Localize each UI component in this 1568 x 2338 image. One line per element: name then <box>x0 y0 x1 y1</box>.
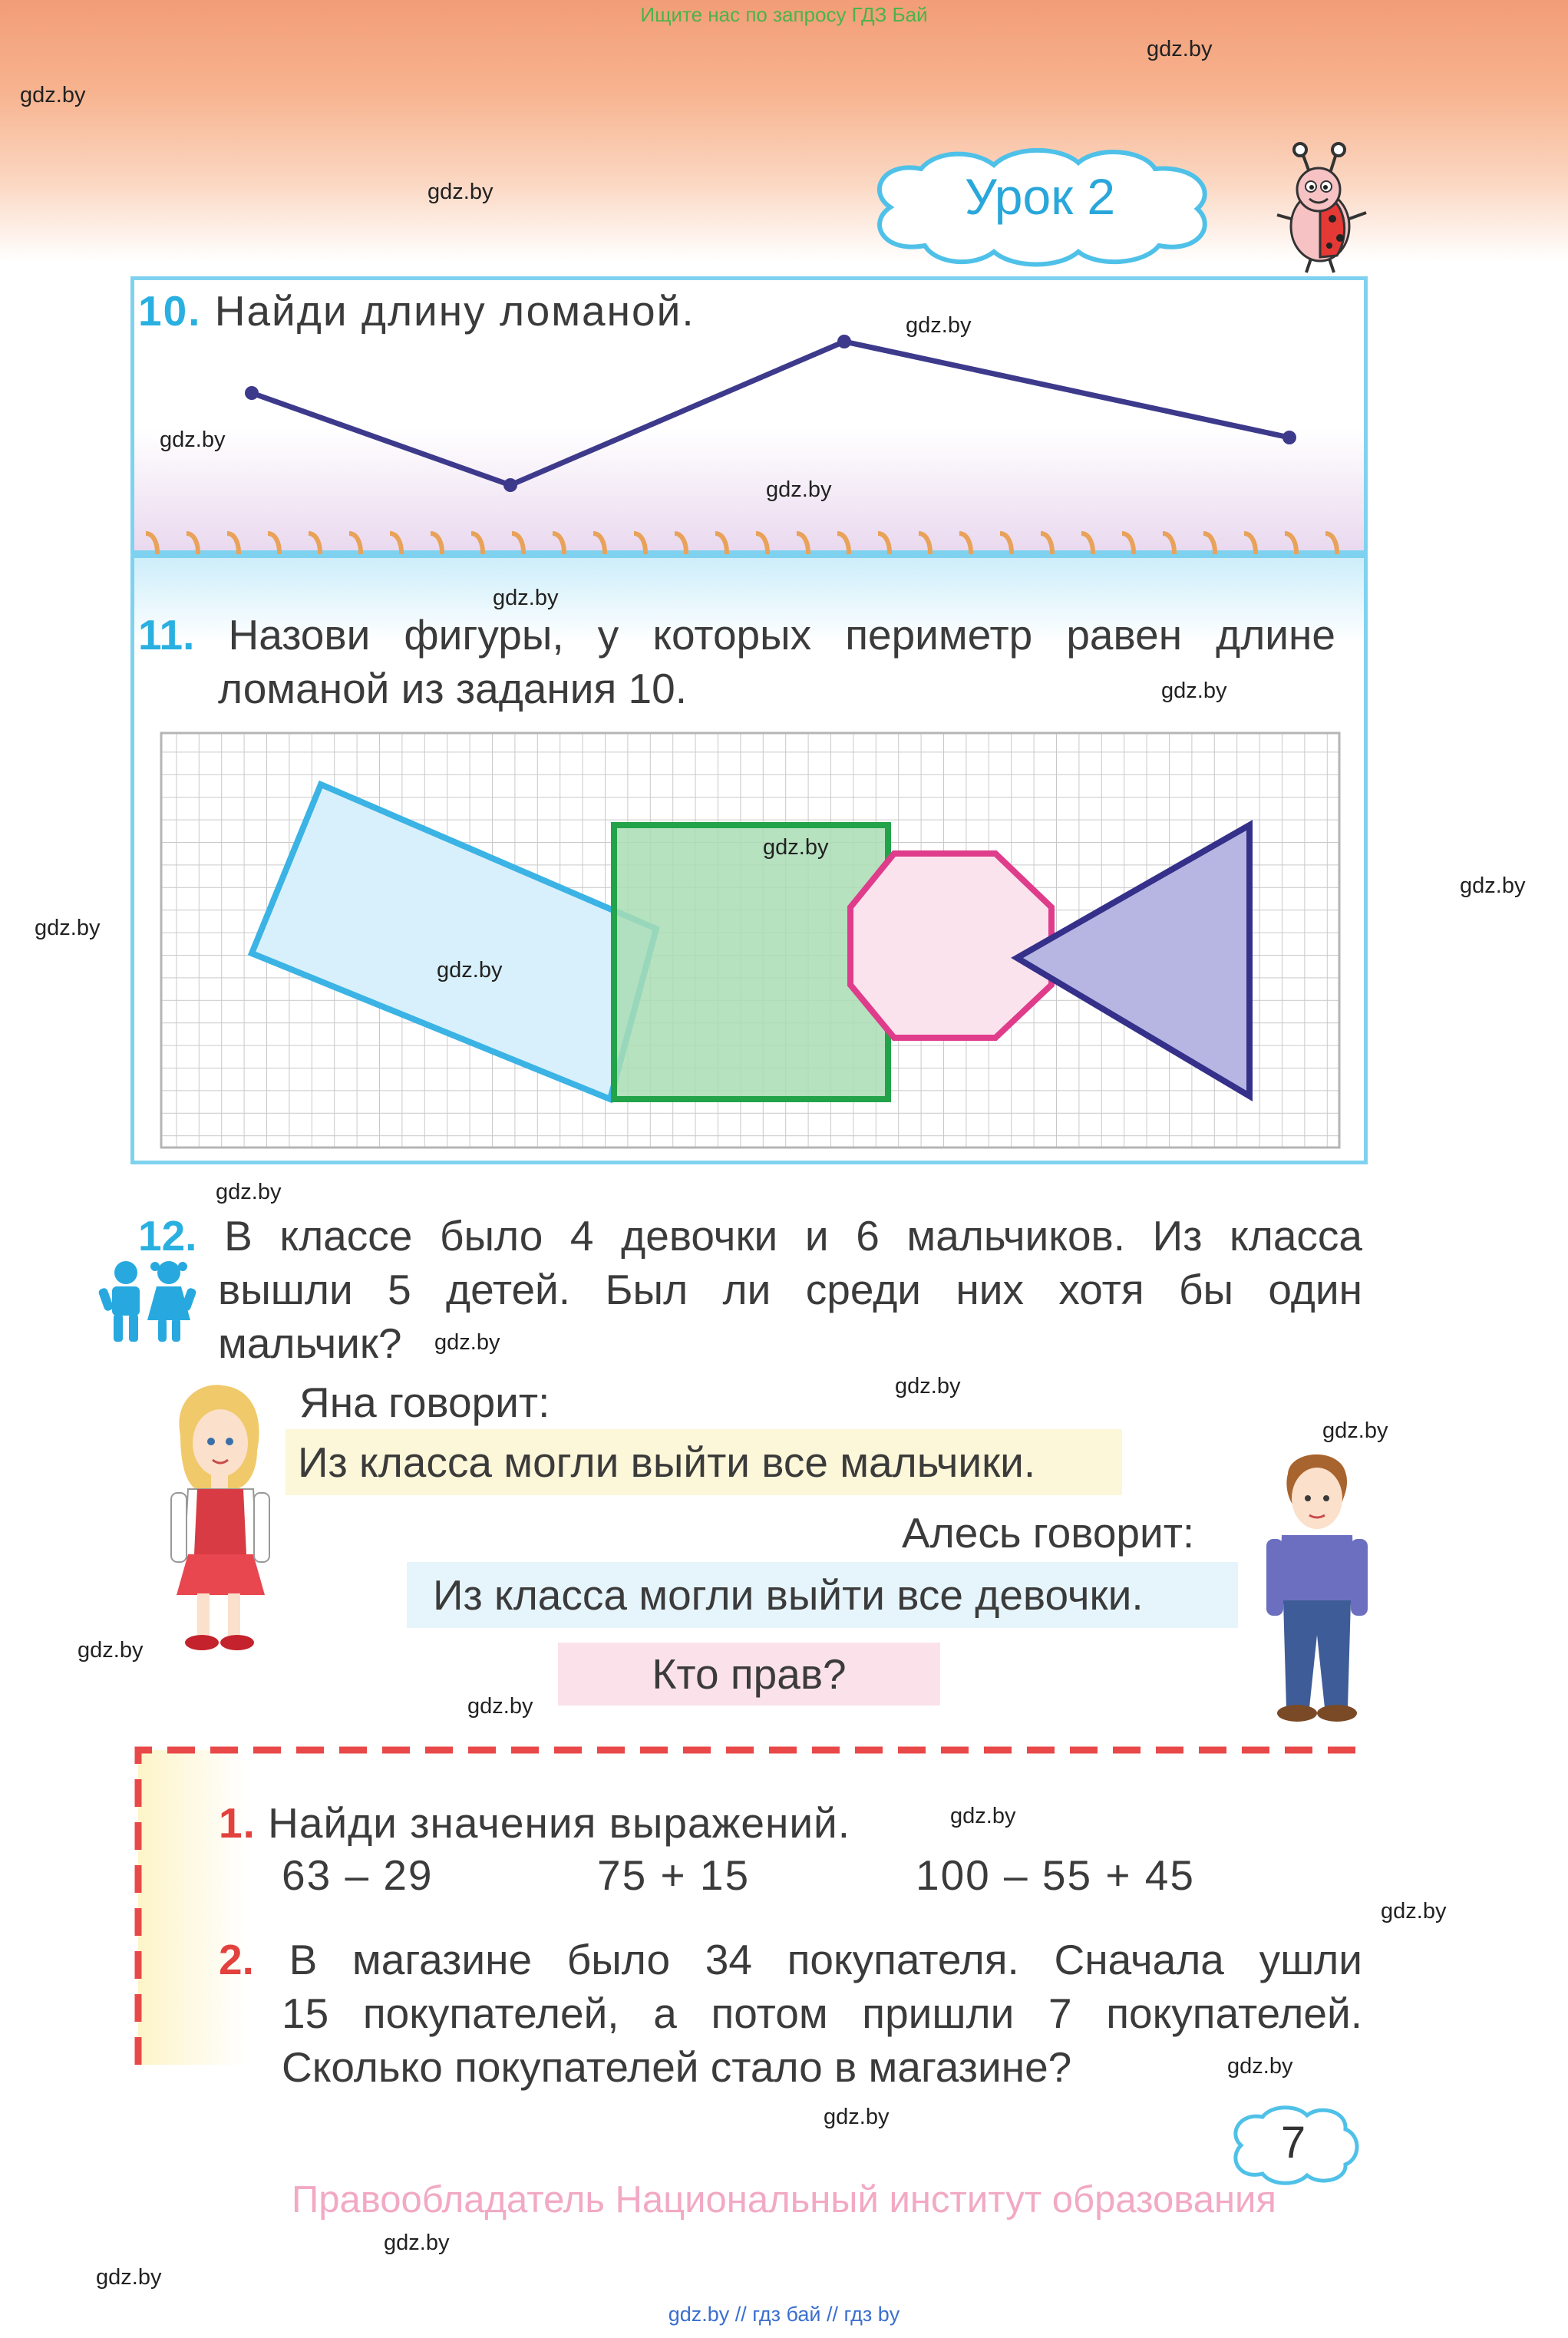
homework-item1-text: Найди значения выражений. <box>268 1799 851 1847</box>
watermark: gdz.by <box>427 180 494 204</box>
homework-item1 <box>219 1796 1370 1850</box>
lesson-title: Урок 2 <box>964 168 1116 225</box>
shapes-grid <box>153 729 1343 1151</box>
homework-item2 <box>219 1933 1362 2094</box>
task11-line2: ломаной из задания 10. <box>218 665 687 712</box>
search-hint: Ищите нас по запросу ГДЗ Бай <box>640 3 928 26</box>
task12-line3: мальчик? <box>218 1319 402 1367</box>
page-number: 7 <box>1280 2118 1306 2168</box>
task12-heading <box>138 1209 1362 1370</box>
watermark: gdz.by <box>1161 679 1227 703</box>
watermark: gdz.by <box>1381 1899 1447 1924</box>
homework-item2-line3: Сколько покупателей стало в магазине? <box>282 2043 1072 2091</box>
bottom-site-links[interactable]: gdz.by // гдз бай // гдз by <box>668 2303 900 2326</box>
ales-quote: Из класса могли выйти все девочки. <box>407 1562 1238 1628</box>
yana-quote: Из класса могли выйти все мальчики. <box>286 1429 1122 1495</box>
homework-item2-line2: 15 покупателей, а потом пришли 7 покупателей. <box>282 1990 1362 2037</box>
homework-item2-number: 2. <box>219 1936 254 1983</box>
watermark: gdz.by <box>1322 1418 1388 1443</box>
homework-item1-number: 1. <box>219 1799 256 1847</box>
watermark: gdz.by <box>895 1374 961 1399</box>
watermark: gdz.by <box>467 1694 533 1719</box>
watermark: gdz.by <box>437 958 503 982</box>
watermark: gdz.by <box>434 1330 500 1355</box>
expression-2: 75 + 15 <box>597 1851 751 1899</box>
task10-number: 10. <box>138 287 202 335</box>
boy-illustration <box>1259 1443 1374 1735</box>
task12-line1: В классе было 4 девочки и 6 мальчиков. Из класса <box>224 1212 1362 1260</box>
task12-number: 12. <box>138 1212 197 1260</box>
task12-line2: вышли 5 детей. Был ли среди них хотя бы один <box>218 1266 1362 1313</box>
watermark: gdz.by <box>824 2105 890 2129</box>
watermark: gdz.by <box>20 83 86 107</box>
watermark: gdz.by <box>216 1180 282 1204</box>
yana-says-label: Яна говорит: <box>299 1379 550 1426</box>
watermark: gdz.by <box>96 2265 162 2290</box>
watermark: gdz.by <box>1227 2054 1293 2079</box>
task10-text: Найди длину ломаной. <box>214 287 695 335</box>
ales-says-label: Алесь говорит: <box>902 1509 1195 1557</box>
watermark: gdz.by <box>906 313 972 338</box>
task11-heading <box>138 608 1335 715</box>
watermark: gdz.by <box>78 1638 144 1663</box>
watermark: gdz.by <box>766 477 832 502</box>
girl-illustration <box>157 1382 280 1658</box>
watermark: gdz.by <box>35 916 101 940</box>
expression-1: 63 – 29 <box>282 1851 434 1899</box>
copyright-notice: Правообладатель Национальный институт образования <box>292 2179 1276 2221</box>
watermark: gdz.by <box>493 586 559 610</box>
watermark: gdz.by <box>1147 37 1213 61</box>
watermark: gdz.by <box>160 428 226 452</box>
octagon-shape <box>850 854 1051 1038</box>
watermark: gdz.by <box>1460 873 1526 898</box>
watermark: gdz.by <box>384 2231 450 2255</box>
expression-3: 100 – 55 + 45 <box>916 1851 1195 1899</box>
watermark: gdz.by <box>763 835 829 860</box>
homework-item2-line1: В магазине было 34 покупателя. Сначала ушли <box>289 1936 1363 1983</box>
task11-line1: Назови фигуры, у которых периметр равен длине <box>228 611 1335 659</box>
who-is-right-question: Кто прав? <box>558 1643 940 1706</box>
task11-number: 11. <box>138 611 195 659</box>
children-icon <box>98 1259 196 1343</box>
watermark: gdz.by <box>950 1804 1016 1828</box>
square-shape <box>614 825 888 1099</box>
